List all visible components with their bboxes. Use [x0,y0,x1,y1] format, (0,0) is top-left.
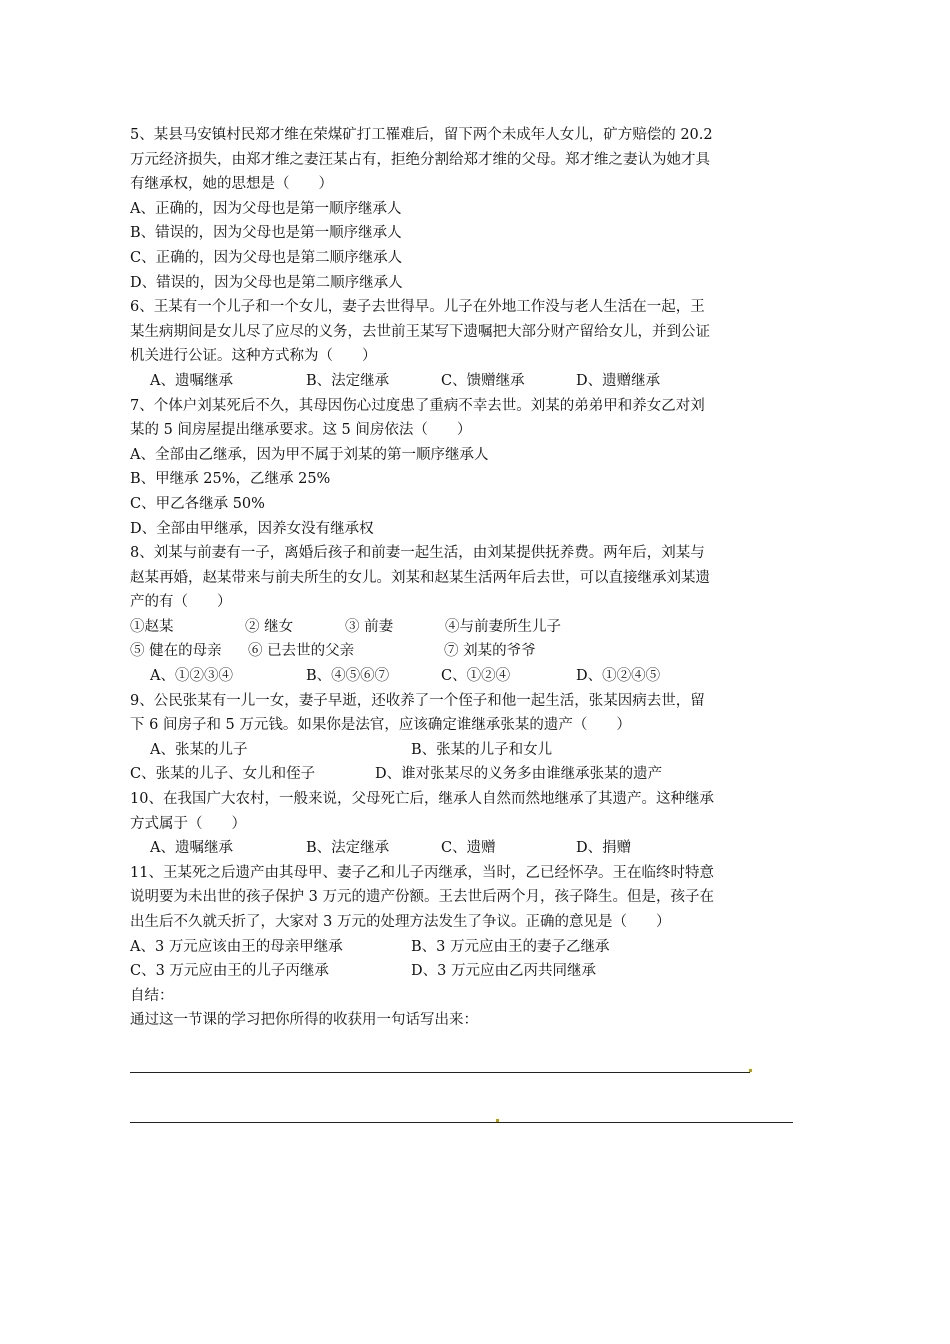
q11-line-1: 11、王某死之后遗产由其母甲、妻子乙和儿子丙继承，当时，乙已经怀孕。王在临终时特意 [130,864,714,881]
q7-option-d: D、全部由甲继承，因养女没有继承权 [130,520,374,537]
q10-line-2: 方式属于（ ） [130,815,246,832]
q8-item-1: ①赵某 [130,618,174,635]
q10-line-1: 10、在我国广大农村，一般来说，父母死亡后，继承人自然而然地继承了其遗产。这种继承 [130,791,714,808]
q8-option-d: D、①②④⑤ [576,668,661,685]
q5-option-c: C、正确的，因为父母也是第二顺序继承人 [130,249,403,266]
q11-option-b: B、3 万元应由王的妻子乙继承 [411,938,610,955]
decorative-dot [496,1119,499,1122]
q7-option-a: A、全部由乙继承，因为甲不属于刘某的第一顺序继承人 [130,446,489,463]
q5-option-d: D、错误的，因为父母也是第二顺序继承人 [130,274,403,291]
q8-line-2: 赵某再婚，赵某带来与前夫所生的女儿。刘某和赵某生活两年后去世，可以直接继承刘某遗 [130,569,710,586]
q9-options-row-1 [130,738,810,763]
q8-line-3: 产的有（ ） [130,594,232,611]
q8-item-4: ④与前妻所生儿子 [445,618,561,635]
q10-option-c: C、遗赠 [441,840,496,857]
q7-option-c: C、甲乙各继承 50% [130,495,265,512]
q11-options-row-2 [130,959,810,984]
q8-options [130,664,810,689]
answer-line-1[interactable] [130,1072,750,1073]
q9-option-d: D、谁对张某尽的义务多由谁继承张某的遗产 [375,766,663,783]
q11-options-row-1 [130,935,810,960]
q8-items-row-1 [130,615,810,640]
q8-option-c: C、①②④ [441,668,511,685]
q8-option-a: A、①②③④ [150,668,233,685]
summary-title: 自结： [130,987,174,1004]
q5-line-1: 5、某县马安镇村民郑才维在荣煤矿打工罹难后，留下两个未成年人女儿，矿方赔偿的 20.2 [130,127,713,143]
q7-option-b: B、甲继承 25%，乙继承 25% [130,471,331,488]
q5-option-a: A、正确的，因为父母也是第一顺序继承人 [130,200,402,217]
q11-option-a: A、3 万元应该由王的母亲甲继承 [130,938,343,955]
decorative-dot [749,1069,752,1072]
q11-option-c: C、3 万元应由王的儿子丙继承 [130,963,329,980]
q5-option-b: B、错误的，因为父母也是第一顺序继承人 [130,225,402,242]
q8-option-b: B、④⑤⑥⑦ [306,668,390,685]
q10-options [130,836,810,861]
summary-prompt: 通过这一节课的学习把你所得的收获用一句话写出来： [130,1012,478,1029]
q11-line-3: 出生后不久就夭折了，大家对 3 万元的处理方法发生了争议。正确的意见是（ ） [130,914,671,930]
q6-option-b: B、法定继承 [306,372,390,389]
q10-option-b: B、法定继承 [306,840,390,857]
q6-options [130,369,810,394]
q6-option-c: C、馈赠继承 [441,372,525,389]
q7-line-2: 某的 5 间房屋提出继承要求。这 5 间房依法（ ） [130,422,472,439]
q6-option-a: A、遗嘱继承 [150,372,233,389]
q8-line-1: 8、刘某与前妻有一子，离婚后孩子和前妻一起生活，由刘某提供抚养费。两年后，刘某与 [130,545,705,562]
answer-line-2[interactable] [130,1122,793,1123]
q5-line-2: 万元经济损失，由郑才维之妻汪某占有，拒绝分割给郑才维的父母。郑才维之妻认为她才具 [130,151,710,168]
q6-line-2: 某生病期间是女儿尽了应尽的义务，去世前王某写下遗嘱把大部分财产留给女儿，并到公证 [130,323,710,340]
q7-line-1: 7、个体户刘某死后不久，其母因伤心过度患了重病不幸去世。刘某的弟弟甲和养女乙对刘 [130,397,705,414]
q6-option-d: D、遗赠继承 [576,372,661,389]
q9-option-c: C、张某的儿子、女儿和侄子 [130,766,316,783]
worksheet-page [130,123,810,1033]
q9-options-row-2 [130,762,810,787]
q9-line-2: 下 6 间房子和 5 万元钱。如果你是法官，应该确定谁继承张某的遗产（ ） [130,717,631,734]
q11-line-2: 说明要为未出世的孩子保护 3 万元的遗产份额。王去世后两个月，孩子降生。但是，孩子在 [130,889,714,906]
q9-option-a: A、张某的儿子 [150,741,248,758]
q8-item-6: ⑥ 已去世的父亲 [248,643,355,660]
q9-line-1: 9、公民张某有一儿一女，妻子早逝，还收养了一个侄子和他一起生活，张某因病去世，留 [130,692,705,709]
q10-option-a: A、遗嘱继承 [150,840,233,857]
q11-option-d: D、3 万元应由乙丙共同继承 [411,963,596,980]
q10-option-d: D、捐赠 [576,840,632,857]
q9-option-b: B、张某的儿子和女儿 [411,741,553,758]
q8-item-7: ⑦ 刘某的爷爷 [444,643,536,660]
q8-item-5: ⑤ 健在的母亲 [130,643,222,660]
q8-item-3: ③ 前妻 [345,618,394,635]
q6-line-1: 6、王某有一个儿子和一个女儿，妻子去世得早。儿子在外地工作没与老人生活在一起，王 [130,299,705,316]
q6-line-3: 机关进行公证。这种方式称为（ ） [130,348,377,365]
q8-item-2: ② 继女 [245,618,294,635]
q8-items-row-2 [130,639,810,664]
q5-line-3: 有继承权，她的思想是（ ） [130,176,333,193]
